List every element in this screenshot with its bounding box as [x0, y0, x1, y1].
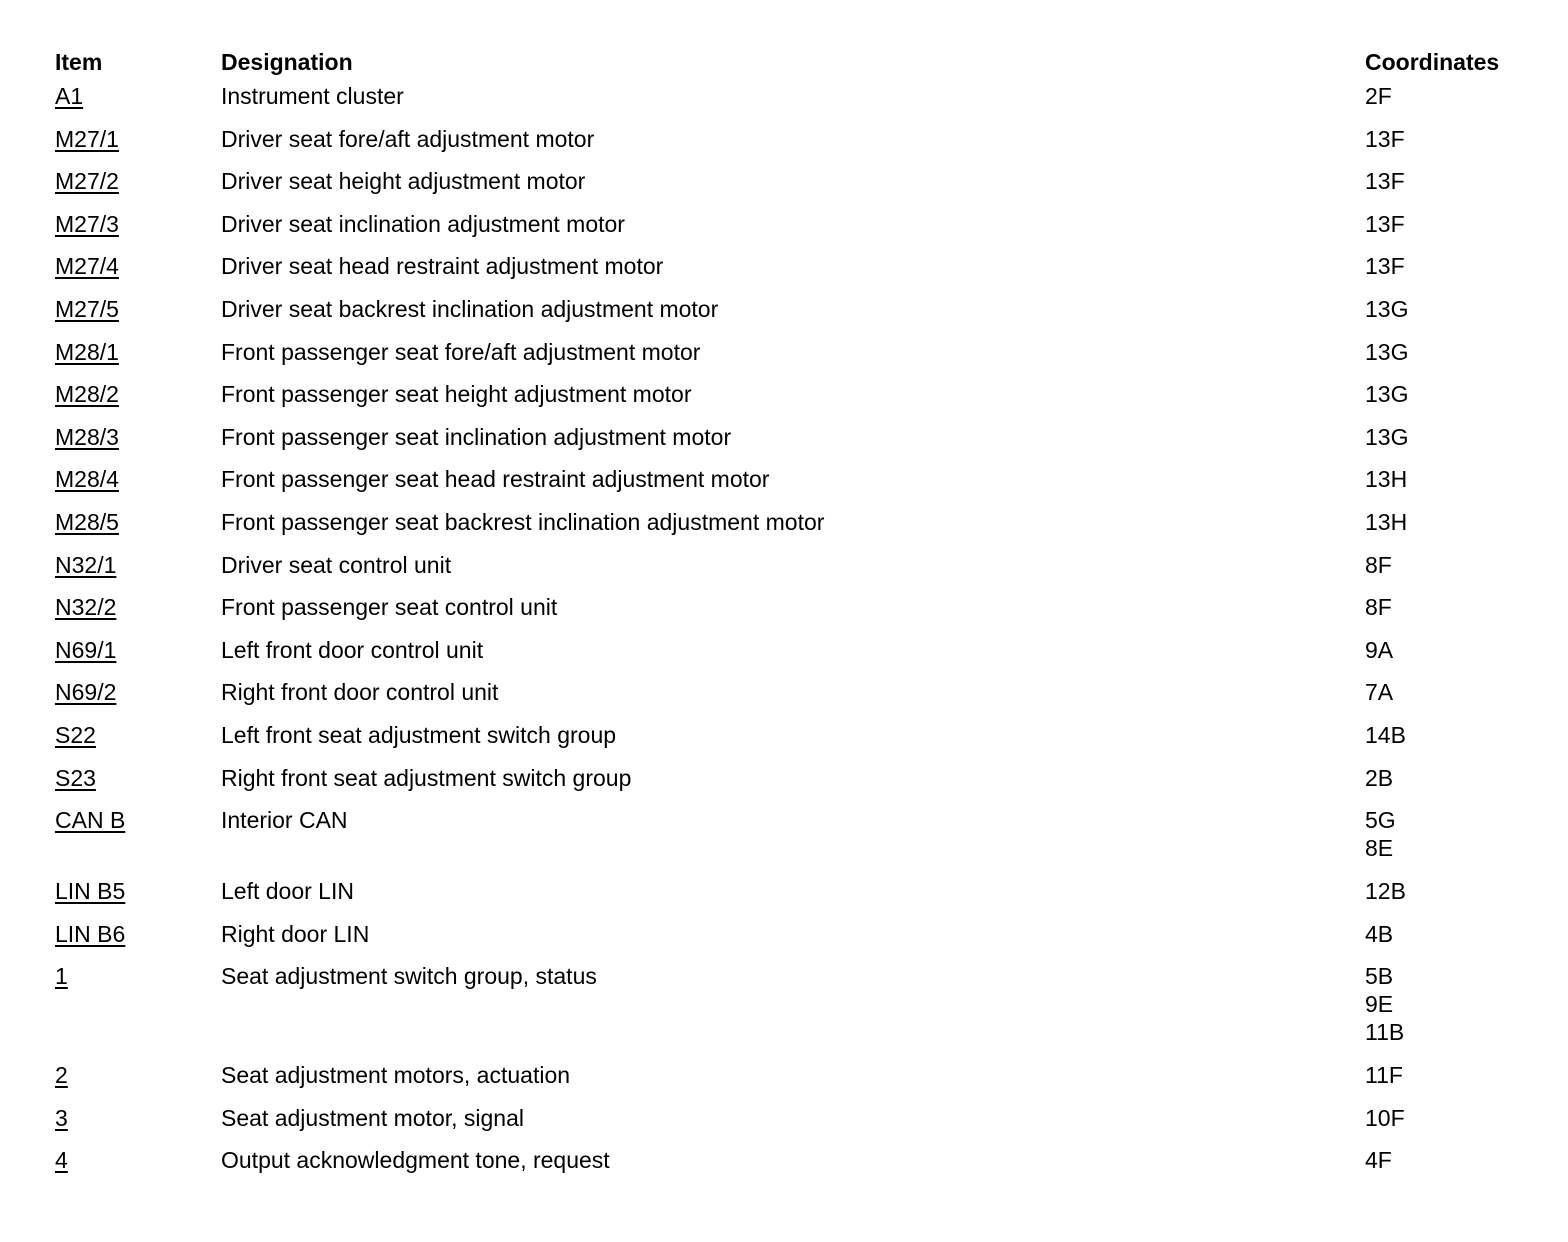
- coordinates-cell: [1365, 764, 1545, 792]
- item-link[interactable]: N32/1: [55, 551, 117, 578]
- designation-cell: Instrument cluster: [221, 83, 404, 109]
- table-row: [55, 1061, 1545, 1104]
- coordinate-value: 14B: [1365, 721, 1406, 748]
- table-row: [55, 551, 1545, 594]
- item-link[interactable]: CAN B: [55, 807, 126, 834]
- designation-cell: Front passenger seat inclination adjustment motor: [221, 423, 732, 450]
- item-cell: [55, 678, 221, 706]
- item-link[interactable]: LIN B6: [55, 920, 126, 947]
- coordinate-value: 13G: [1365, 338, 1409, 365]
- item-link[interactable]: N69/1: [55, 636, 117, 663]
- item-link[interactable]: M27/2: [55, 168, 119, 195]
- table-row: [55, 167, 1545, 210]
- coordinate-value: 7A: [1365, 679, 1394, 706]
- table-row: [55, 1146, 1545, 1189]
- item-cell: [55, 962, 221, 990]
- coordinates-cell: [1365, 82, 1545, 110]
- coordinate-value: 13H: [1365, 466, 1408, 493]
- coordinates-cell: [1365, 423, 1545, 451]
- coordinate-value: 13G: [1365, 381, 1409, 408]
- coordinate-value: 2F: [1365, 83, 1392, 109]
- item-cell: [55, 82, 221, 110]
- table-row: [55, 920, 1545, 963]
- coordinate-value: 10F: [1365, 1104, 1405, 1131]
- coordinates-cell: [1365, 167, 1545, 195]
- item-link[interactable]: M27/3: [55, 210, 119, 237]
- designation-cell: Left front seat adjustment switch group: [221, 721, 617, 748]
- designation-cell: Right front seat adjustment switch group: [221, 764, 632, 791]
- designation-cell: Driver seat fore/aft adjustment motor: [221, 125, 595, 152]
- coordinate-value: 13G: [1365, 295, 1409, 322]
- coordinates-cell: [1365, 678, 1545, 706]
- table-row: [55, 593, 1545, 636]
- table-row: [55, 764, 1545, 807]
- designation-cell: Left front door control unit: [221, 636, 484, 663]
- designation-cell: Driver seat head restraint adjustment motor: [221, 253, 664, 280]
- table-row: [55, 636, 1545, 679]
- item-cell: [55, 721, 221, 749]
- coordinates-cell: [1365, 593, 1545, 621]
- item-cell: [55, 380, 221, 408]
- designation-cell: Right door LIN: [221, 920, 370, 947]
- item-cell: [55, 920, 221, 948]
- item-cell: [55, 295, 221, 323]
- coordinates-cell: [1365, 962, 1545, 1046]
- item-link[interactable]: M28/1: [55, 338, 119, 365]
- coordinates-cell: [1365, 465, 1545, 493]
- table-row: [55, 82, 1545, 125]
- item-cell: [55, 338, 221, 366]
- item-cell: [55, 877, 221, 905]
- table-row: [55, 806, 1545, 877]
- item-cell: [55, 1104, 221, 1132]
- coordinates-cell: [1365, 920, 1545, 948]
- item-link[interactable]: M28/4: [55, 466, 119, 493]
- designation-cell: Front passenger seat backrest inclination adjustment motor: [221, 508, 825, 535]
- coordinates-cell: [1365, 1104, 1545, 1132]
- coordinates-cell: [1365, 1146, 1545, 1174]
- coordinate-value: 12B: [1365, 878, 1406, 905]
- designation-cell: Right front door control unit: [221, 679, 499, 706]
- coordinate-value: 9A: [1365, 636, 1394, 663]
- item-link[interactable]: 2: [55, 1062, 68, 1089]
- designation-cell: Front passenger seat height adjustment motor: [221, 381, 692, 408]
- designation-cell: Seat adjustment motors, actuation: [221, 1062, 571, 1089]
- designation-cell: Driver seat backrest inclination adjustment motor: [221, 295, 719, 322]
- table-row: [55, 295, 1545, 338]
- item-cell: [55, 593, 221, 621]
- coordinate-value: 11B: [1365, 1019, 1405, 1046]
- table-row: [55, 962, 1545, 1061]
- coordinate-value: 13F: [1365, 253, 1405, 280]
- coordinate-value: 4F: [1365, 1147, 1392, 1174]
- table-row: [55, 508, 1545, 551]
- item-link[interactable]: M28/3: [55, 423, 119, 450]
- item-link[interactable]: M28/2: [55, 381, 119, 408]
- table-row: [55, 721, 1545, 764]
- item-cell: [55, 210, 221, 238]
- coordinate-value: 5G: [1365, 807, 1396, 834]
- coordinates-column-header: Coordinates: [1365, 49, 1500, 75]
- designation-cell: Interior CAN: [221, 807, 348, 834]
- item-cell: [55, 1061, 221, 1089]
- designation-cell: Driver seat inclination adjustment motor: [221, 210, 625, 237]
- table-row: [55, 423, 1545, 466]
- coordinate-value: 8E: [1365, 835, 1394, 862]
- table-row: [55, 678, 1545, 721]
- designation-cell: Seat adjustment switch group, status: [221, 963, 597, 990]
- item-cell: [55, 1146, 221, 1174]
- coordinates-cell: [1365, 551, 1545, 579]
- coordinate-value: 13F: [1365, 168, 1405, 195]
- coordinate-value: 13G: [1365, 423, 1409, 450]
- item-link[interactable]: 4: [55, 1147, 68, 1174]
- coordinates-cell: [1365, 338, 1545, 366]
- coordinate-value: 13H: [1365, 508, 1408, 535]
- designation-column-header: Designation: [221, 49, 353, 75]
- table-row: [55, 380, 1545, 423]
- coordinates-cell: [1365, 721, 1545, 749]
- item-cell: [55, 806, 221, 834]
- designation-cell: Driver seat control unit: [221, 551, 452, 578]
- designation-cell: Driver seat height adjustment motor: [221, 168, 586, 195]
- item-cell: [55, 252, 221, 280]
- coordinates-cell: [1365, 210, 1545, 238]
- item-link[interactable]: M27/1: [55, 125, 119, 152]
- item-link[interactable]: 1: [55, 963, 68, 990]
- item-link[interactable]: N69/2: [55, 679, 117, 706]
- coordinates-cell: [1365, 877, 1545, 905]
- designation-cell: Front passenger seat fore/aft adjustment motor: [221, 338, 701, 365]
- item-cell: [55, 508, 221, 536]
- coordinates-cell: [1365, 295, 1545, 323]
- item-cell: [55, 423, 221, 451]
- designation-cell: Front passenger seat head restraint adjustment motor: [221, 466, 770, 493]
- table-row: [55, 1104, 1545, 1147]
- item-link[interactable]: S22: [55, 721, 96, 748]
- designation-cell: Seat adjustment motor, signal: [221, 1104, 524, 1131]
- table-body: [55, 82, 1545, 1189]
- item-cell: [55, 551, 221, 579]
- table-row: [55, 210, 1545, 253]
- table-row: [55, 877, 1545, 920]
- coordinates-cell: [1365, 380, 1545, 408]
- item-link[interactable]: M27/5: [55, 295, 119, 322]
- table-row: [55, 252, 1545, 295]
- coordinates-cell: [1365, 806, 1545, 862]
- item-link[interactable]: 3: [55, 1104, 68, 1131]
- coordinate-value: 9E: [1365, 991, 1394, 1018]
- coordinate-value: 13F: [1365, 210, 1405, 237]
- table-row: [55, 125, 1545, 168]
- item-link[interactable]: S23: [55, 764, 96, 791]
- item-cell: [55, 167, 221, 195]
- item-link[interactable]: N32/2: [55, 594, 117, 621]
- coordinates-cell: [1365, 125, 1545, 153]
- coordinates-cell: [1365, 636, 1545, 664]
- coordinate-value: 4B: [1365, 920, 1394, 947]
- coordinate-value: 8F: [1365, 594, 1392, 621]
- item-cell: [55, 764, 221, 792]
- table-row: [55, 465, 1545, 508]
- legend-table: [55, 40, 1545, 1189]
- designation-cell: Front passenger seat control unit: [221, 594, 558, 621]
- item-link[interactable]: M28/5: [55, 508, 119, 535]
- coordinates-cell: [1365, 1061, 1545, 1089]
- coordinate-value: 11F: [1365, 1062, 1403, 1089]
- item-cell: [55, 125, 221, 153]
- coordinate-value: 2B: [1365, 764, 1394, 791]
- coordinate-value: 5B: [1365, 963, 1394, 990]
- designation-cell: Output acknowledgment tone, request: [221, 1147, 610, 1174]
- table-row: [55, 338, 1545, 381]
- coordinate-value: 8F: [1365, 551, 1392, 578]
- item-link[interactable]: M27/4: [55, 253, 119, 280]
- item-link[interactable]: A1: [55, 83, 84, 109]
- item-cell: [55, 636, 221, 664]
- coordinates-cell: [1365, 252, 1545, 280]
- coordinate-value: 13F: [1365, 125, 1405, 152]
- item-column-header: Item: [55, 49, 103, 75]
- designation-cell: Left door LIN: [221, 878, 354, 905]
- header-row: [55, 40, 1545, 82]
- item-cell: [55, 465, 221, 493]
- coordinates-cell: [1365, 508, 1545, 536]
- item-link[interactable]: LIN B5: [55, 878, 126, 905]
